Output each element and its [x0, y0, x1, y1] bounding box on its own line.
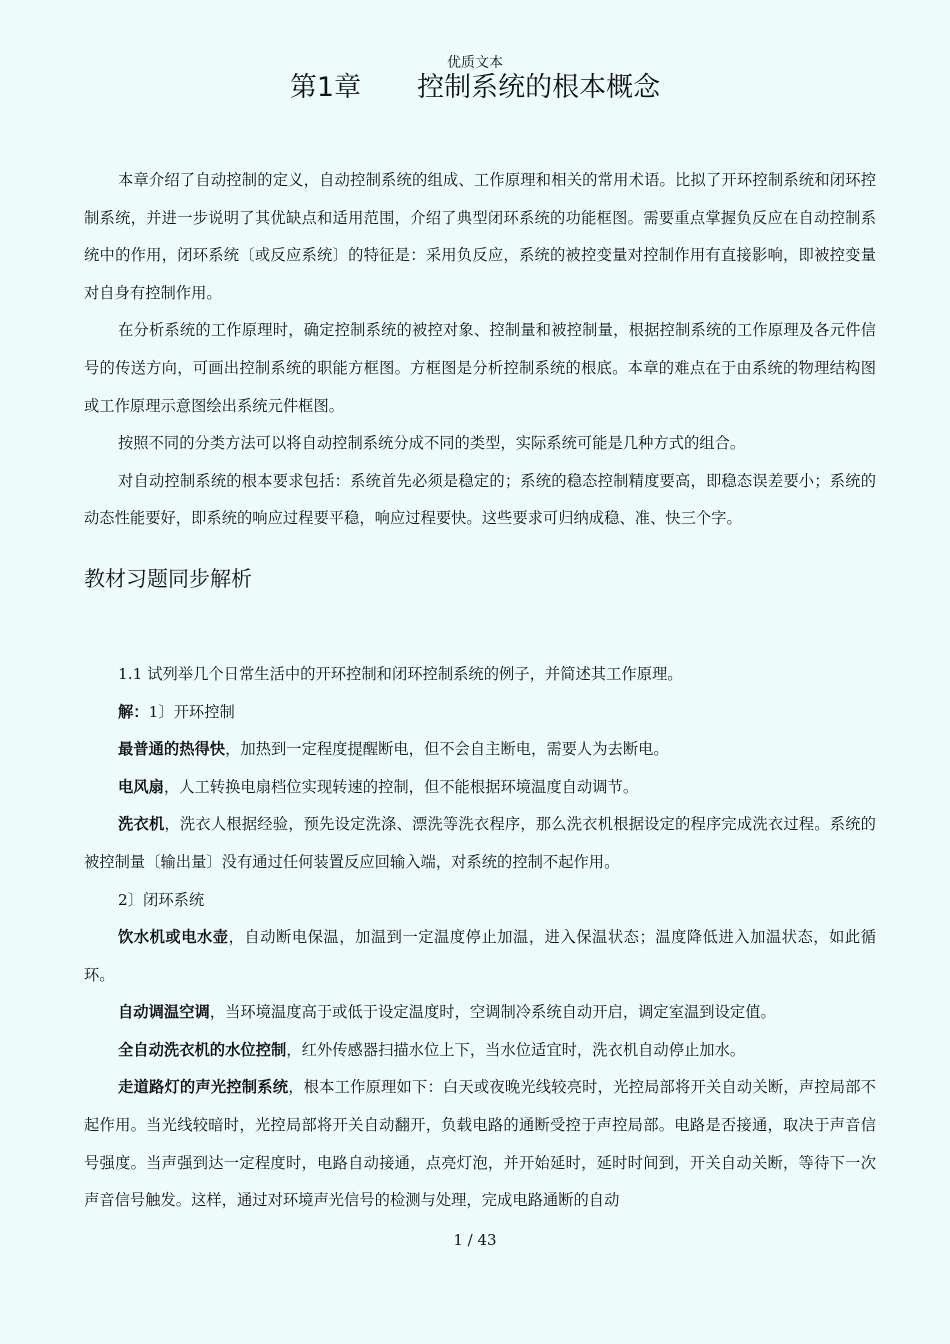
closed-loop-item	[84, 919, 876, 994]
item-text: ，根本工作原理如下：白天或夜晚光线较亮时，光控局部将开关自动关断，声控局部不起作用。当光线较暗时，光控局部将开关自动翻开，负载电路的通断受控于声控局部。电路是否接通，取决于声音信号强度。当声强到达一定程度时，电路自动接通，点亮灯泡，并开始延时，延时时间到，开关自动关断，等待下一次声音信号触发。这样，通过对环境声光信号的检测与处理，完成电路通断的自动	[84, 1078, 876, 1210]
summary-paragraph-3: 按照不同的分类方法可以将自动控制系统分成不同的类型，实际系统可能是几种方式的组合。	[118, 434, 746, 453]
item-text: ，人工转换电扇档位实现转速的控制，但不能根据环境温度自动调节。	[163, 777, 639, 796]
item-term: 饮水机或电水壶	[118, 928, 229, 947]
answer-label: 解：	[118, 702, 149, 721]
summary-paragraph-4: 对自动控制系统的根本要求包括：系统首先必须是稳定的；系统的稳态控制精度要高，即稳态误差要小；系统的动态性能要好，即系统的响应过程要平稳，响应过程要快。这些要求可归纳成稳、准、快三个字。	[84, 471, 876, 528]
closed-loop-item	[84, 1069, 876, 1219]
open-loop-item	[84, 731, 876, 769]
page-number: 1 / 43	[453, 1231, 497, 1249]
document-body	[84, 162, 876, 1220]
item-text: ，红外传感器扫描水位上下，当水位适宜时，洗衣机自动停止加水。	[286, 1040, 746, 1059]
item-text: ，当环境温度高于或低于设定温度时，空调制冷系统自动开启，调定室温到设定值。	[209, 1003, 776, 1022]
answer-line	[84, 694, 876, 732]
item-text: ，洗衣人根据经验，预先设定洗涤、漂洗等洗衣程序，那么洗衣机根据设定的程序完成洗衣过程。系统的被控制量〔输出量〕没有通过任何装置反应回输入端，对系统的控制不起作用。	[84, 815, 876, 871]
item-text: ，自动断电保温，加温到一定温度停止加温，进入保温状态；温度降低进入加温状态，如此循环。	[84, 928, 876, 984]
page-header: 优质文本	[447, 55, 503, 71]
open-loop-heading: 1〕开环控制	[148, 702, 235, 721]
open-loop-item	[84, 806, 876, 881]
closed-loop-item	[84, 1032, 876, 1070]
item-term: 电风扇	[118, 777, 164, 796]
item-text: ，加热到一定程度提醒断电，但不会自主断电，需要人为去断电。	[225, 740, 669, 759]
chapter-name: 控制系统的根本概念	[417, 72, 661, 103]
summary-paragraph-2: 在分析系统的工作原理时，确定控制系统的被控对象、控制量和被控制量，根据控制系统的工作原理及各元件信号的传送方向，可画出控制系统的职能方框图。方框图是分析控制系统的根底。本章的难点在于由系统的物理结构图或工作原理示意图绘出系统元件框图。	[84, 321, 876, 415]
chapter-title	[0, 70, 950, 106]
item-term: 全自动洗衣机的水位控制	[118, 1040, 287, 1059]
item-term: 最普通的热得快	[118, 740, 226, 759]
chapter-number: 第1章	[289, 72, 362, 103]
item-term: 洗衣机	[118, 815, 165, 834]
summary-paragraph-1: 本章介绍了自动控制的定义，自动控制系统的组成、工作原理和相关的常用术语。比拟了开环控制系统和闭环控制系统，并进一步说明了其优缺点和适用范围，介绍了典型闭环系统的功能框图。需要重点掌握负反应在自动控制系统中的作用，闭环系统〔或反应系统〕的特征是：采用负反应，系统的被控变量对控制作用有直接影响，即被控变量对自身有控制作用。	[84, 171, 876, 302]
closed-loop-heading: 2〕闭环系统	[118, 890, 205, 909]
item-term: 自动调温空调	[118, 1003, 210, 1022]
open-loop-item	[84, 769, 876, 807]
closed-loop-item	[84, 994, 876, 1032]
section-title: 教材习题同步解析	[84, 566, 252, 591]
exercise-question: 1.1 试列举几个日常生活中的开环控制和闭环控制系统的例子，并简述其工作原理。	[118, 664, 683, 683]
item-term: 走道路灯的声光控制系统	[118, 1078, 289, 1097]
